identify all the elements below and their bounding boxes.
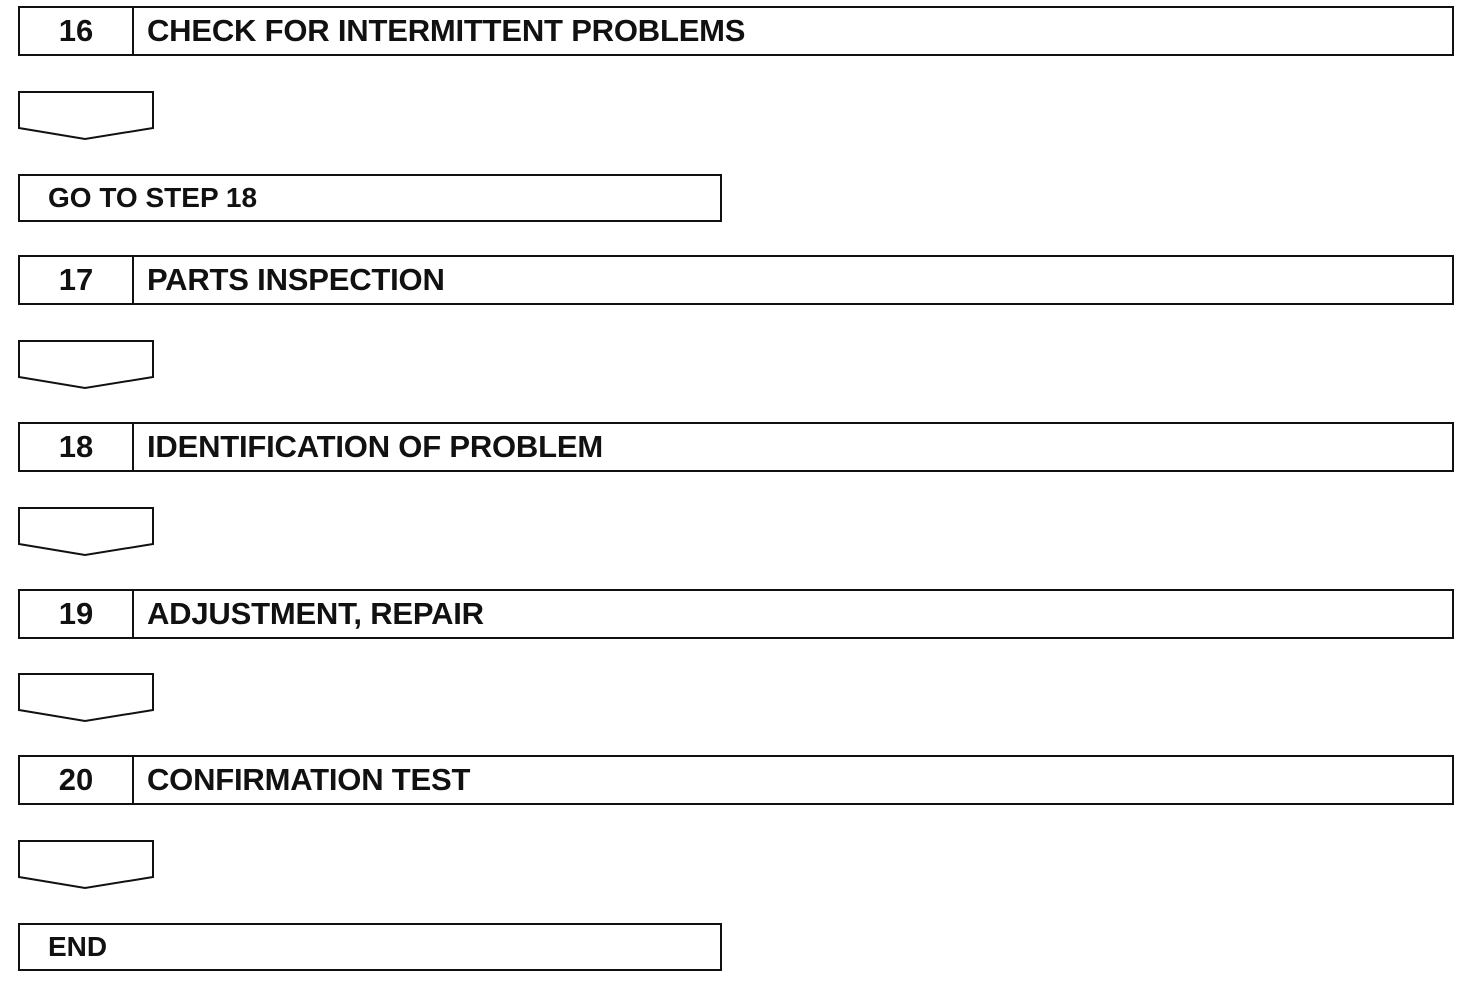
step-number: 16 xyxy=(20,8,134,54)
step-20-box xyxy=(18,755,1454,805)
step-number: 19 xyxy=(20,591,134,637)
step-16-box xyxy=(18,6,1454,56)
flow-arrow-icon xyxy=(17,839,155,889)
end-box xyxy=(18,923,722,971)
step-number: 20 xyxy=(20,757,134,803)
flow-arrow-icon xyxy=(17,672,155,722)
go-to-step-18-box xyxy=(18,174,722,222)
step-number: 18 xyxy=(20,424,134,470)
result-label: END xyxy=(48,931,108,962)
step-title: CONFIRMATION TEST xyxy=(147,762,471,797)
flow-arrow-icon xyxy=(17,90,155,140)
step-19-box xyxy=(18,589,1454,639)
step-title: IDENTIFICATION OF PROBLEM xyxy=(147,429,603,464)
step-18-box xyxy=(18,422,1454,472)
result-label: GO TO STEP 18 xyxy=(48,182,258,213)
step-17-box xyxy=(18,255,1454,305)
flow-arrow-icon xyxy=(17,506,155,556)
flow-arrow-icon xyxy=(17,339,155,389)
step-title: PARTS INSPECTION xyxy=(147,262,445,297)
step-title: ADJUSTMENT, REPAIR xyxy=(147,596,484,631)
step-title: CHECK FOR INTERMITTENT PROBLEMS xyxy=(147,13,746,48)
step-number: 17 xyxy=(20,257,134,303)
